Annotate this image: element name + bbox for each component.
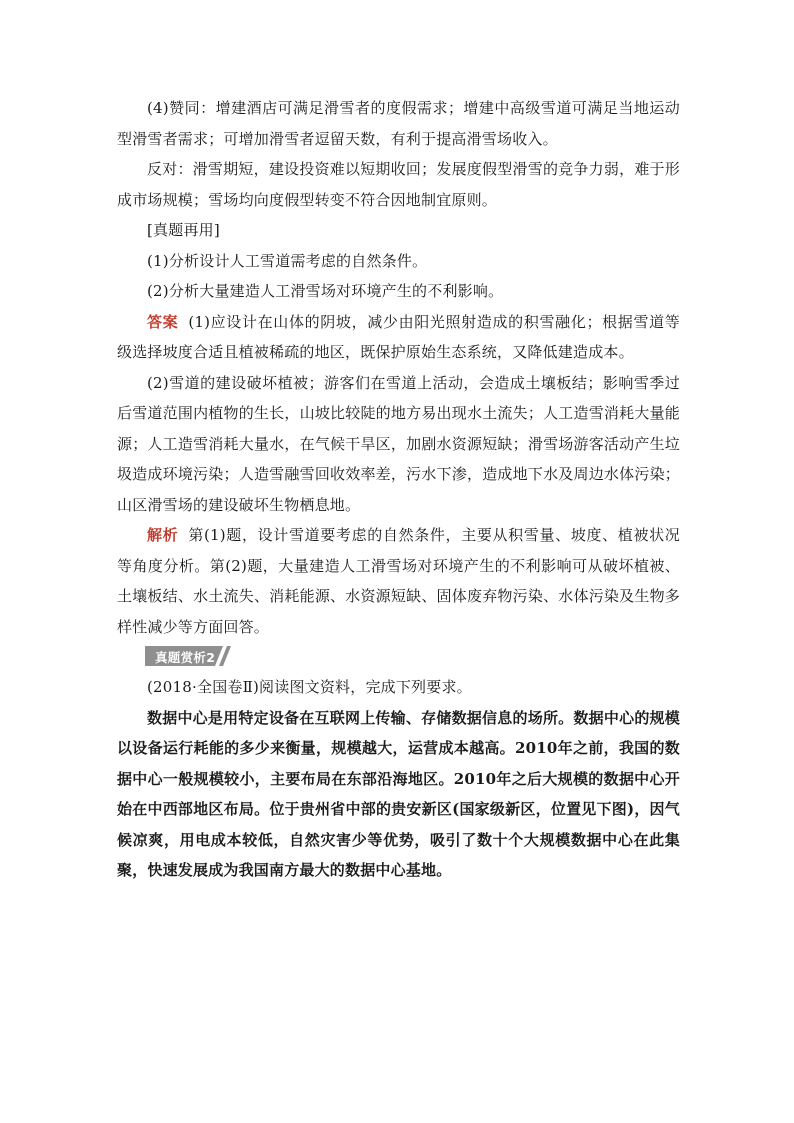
answer-paragraph-1: [117, 307, 680, 368]
answer-label: 答案: [147, 312, 179, 331]
analysis-label: 解析: [147, 526, 179, 544]
badge-row: [117, 642, 680, 672]
document-page: [117, 93, 680, 886]
section-heading: [真题再用]: [147, 221, 220, 239]
question-1: (1)分析设计人工雪道需考虑的自然条件。: [147, 251, 428, 270]
answer-1-text: (1)应设计在山体的阴坡，减少由阳光照射造成的积雪融化；根据雪道等级选择坡度合适且植被稀疏的地区，既保护原始生态系统，又降低建造成本。: [117, 312, 680, 361]
question-2: (2)分析大量建造人工滑雪场对环境产生的不利影响。: [147, 282, 504, 300]
badge-label: 真题赏析2: [155, 650, 216, 665]
oppose-paragraph: 反对：滑雪期短，建设投资难以短期收回；发展度假型滑雪的竞争力弱，难于形成市场规模；雪场均向度假型转变不符合因地制宜原则。: [117, 160, 680, 209]
section-2: [117, 672, 680, 886]
data-center-paragraph: 数据中心是用特定设备在互联网上传输、存储数据信息的场所。数据中心的规模以设备运行耗能的多少来衡量，规模越大，运营成本越高。2010年之前，我国的数据中心一般规模较小，主要布局在东部沿海地区。2010年之后大规模的数据中心开始在中西部地区布局。位于贵州省中部的贵安新区(国家级新区，位置见下图)，因气候凉爽，用电成本较低，自然灾害少等优势，吸引了数十个大规模数据中心在此集聚，快速发展成为我国南方最大的数据中心基地。: [117, 708, 680, 879]
analysis-paragraph: [117, 520, 680, 642]
intro-paragraph: (2018·全国卷Ⅱ)阅读图文资料，完成下列要求。: [147, 678, 472, 696]
answer-paragraph-2: (2)雪道的建设破坏植被；游客们在雪道上活动，会造成土壤板结；影响雪季过后雪道范围内植物的生长，山坡比较陡的地方易出现水土流失；人工造雪消耗大量能源；人工造雪消耗大量水，在气候干旱区，加剧水资源短缺；滑雪场游客活动产生垃圾造成环境污染；人造雪融雪回收效率差，污水下渗，造成地下水及周边水体污染；山区滑雪场的建设破坏生物栖息地。: [117, 373, 680, 514]
analysis-text: 第(1)题，设计雪道要考虑的自然条件，主要从积雪量、坡度、植被状况等角度分析。第(2)题，大量建造人工滑雪场对环境产生的不利影响可从破坏植被、土壤板结、水土流失、消耗能源、水资源短缺、固体废弃物污染、水体污染及生物多样性减少等方面回答。: [117, 526, 680, 636]
agree-paragraph: (4)赞同：增建酒店可满足滑雪者的度假需求；增建中高级雪道可满足当地运动型滑雪者需求；可增加滑雪者逗留天数，有利于提高滑雪场收入。: [117, 99, 680, 148]
section-badge: [145, 646, 235, 666]
